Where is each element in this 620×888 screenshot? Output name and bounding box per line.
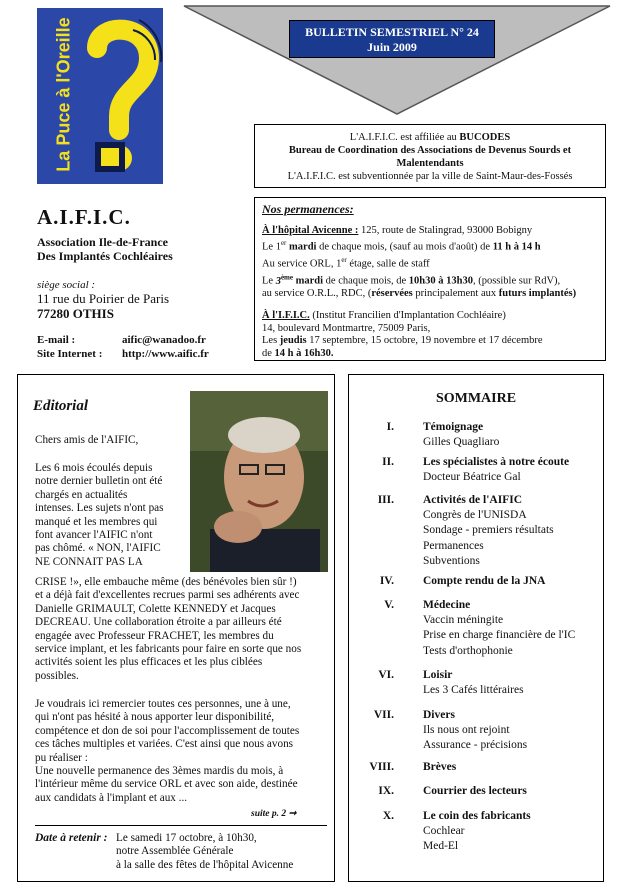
site-label: Site Internet :: [37, 348, 103, 360]
avicenne-line1: À l'hôpital Avicenne : 125, route de Stalingrad, 93000 Bobigny: [262, 224, 533, 236]
text-line: notre dernier bulletin ont été: [35, 475, 163, 488]
sommaire-subitem: Congrès de l'UNISDA: [423, 508, 527, 521]
org-name: Association Ile-de-France Des Implantés Cochléaires: [37, 235, 173, 263]
text-line: Une nouvelle permanence des 3èmes mardis du mois, à: [35, 765, 284, 777]
sommaire-item-title: Courrier des lecteurs: [423, 785, 527, 797]
text-line: possibles.: [35, 669, 79, 682]
sommaire-number: VI.: [378, 669, 394, 681]
suite-note: suite p. 2 ➞: [251, 809, 297, 819]
sommaire-number: I.: [386, 421, 394, 433]
sommaire-item-title: Activités de l'AIFIC: [423, 494, 523, 506]
sommaire-item-title: Brèves: [423, 761, 457, 773]
affiliation-box: [254, 124, 606, 188]
avicenne-line3: Au service ORL, 1er étage, salle de staff: [262, 256, 430, 270]
sommaire-subitem: Vaccin méningite: [423, 613, 504, 626]
text-line: font avancer l'AIFIC n'ont: [35, 529, 153, 541]
text-line: Je voudrais ici remercier toutes ces personnes, une à une,: [35, 698, 291, 710]
affiliation-line2: Bureau de Coordination des Associations de Devenus Sourds et: [288, 145, 572, 156]
sommaire-number: V.: [384, 599, 394, 611]
date-label: Date à retenir :: [35, 832, 108, 844]
text-line: activités soient les plus efficaces et les plus ciblées: [35, 656, 263, 669]
text-line: chargés en actualités: [35, 488, 128, 501]
text-line: Les 6 mois écoulés depuis: [35, 462, 153, 474]
bulletin-date: Juin 2009: [367, 40, 417, 54]
sommaire-number: III.: [377, 494, 394, 506]
sommaire-number: II.: [382, 456, 394, 468]
sommaire-number: VII.: [373, 709, 394, 721]
sommaire-subitem: Permanences: [423, 539, 484, 552]
text-line: pas chômé. « NON, l'AIFIC: [35, 542, 161, 555]
sommaire-subitem: Subventions: [423, 555, 480, 568]
author-photo: [190, 391, 328, 572]
email-label: E-mail :: [37, 334, 76, 346]
sommaire-subitem: Cochlear: [423, 824, 465, 837]
text-line: l'intérieur même du service ORL et avec son aide, destinée: [35, 778, 298, 791]
text-line: qui n'ont pas hésité à nous apporter leur disponibilité,: [35, 711, 275, 724]
org-title: A.I.F.I.C.: [37, 205, 131, 229]
ific-line1: À l'I.F.I.C. (Institut Francilien d'Implantation Cochléaire): [262, 310, 506, 322]
text-line: ces tâches multiples et variées. C'est ainsi que nous avons: [35, 738, 294, 751]
sommaire-number: IX.: [378, 785, 394, 797]
sommaire-box: [348, 374, 604, 882]
ific-line3: Les jeudis 17 septembre, 15 octobre, 19 novembre et 17 décembre: [262, 335, 543, 347]
text-line: service implant, et les fabricants pour faire en sorte que nos: [35, 643, 302, 655]
sommaire-subitem: Med-El: [423, 840, 459, 853]
editorial-title: Editorial: [33, 398, 89, 414]
bulletin-badge: [289, 20, 495, 58]
sommaire-item-title: Loisir: [423, 669, 453, 681]
text-line: CRISE !», elle embauche même (des bénévoles bien sûr !): [35, 576, 297, 588]
ific-line4: de 14 h à 16h30.: [262, 347, 334, 359]
avicenne-line4: Le 3ème mardi de chaque mois, de 10h30 à 13h30, (possible sur RdV),: [262, 273, 561, 287]
email-link[interactable]: aific@wanadoo.fr: [122, 334, 206, 346]
avicenne-line2: Le 1er mardi de chaque mois, (sauf au mois d'août) de 11 h à 14 h: [262, 239, 541, 253]
sommaire-subitem: Ils nous ont rejoint: [423, 723, 510, 736]
sommaire-subitem: Gilles Quagliaro: [423, 435, 500, 448]
text-line: compétence et don de soi pour l'accomplissement de toutes: [35, 724, 300, 737]
text-line: manqué et les membres qui: [35, 515, 158, 528]
address-street: 11 rue du Poirier de Paris: [37, 291, 170, 306]
text-line: à la salle des fêtes de l'hôpital Avicenne: [116, 858, 294, 871]
sommaire-number: IV.: [379, 575, 394, 587]
sommaire-subitem: Les 3 Cafés littéraires: [423, 683, 524, 696]
siege-label: siège social :: [37, 279, 96, 291]
affiliation-line1: L'A.I.F.I.C. est affiliée au BUCODES: [349, 132, 511, 143]
editorial-greeting: Chers amis de l'AIFIC,: [35, 434, 139, 446]
sommaire-subitem: Sondage - premiers résultats: [423, 524, 554, 537]
affiliation-line4: L'A.I.F.I.C. est subventionnée par la ville de Saint-Maur-des-Fossés: [287, 171, 573, 182]
affiliation-line3: Malentendants: [396, 158, 464, 169]
text-line: intenses. Les sujets n'ont pas: [35, 502, 164, 515]
divider: [35, 825, 327, 826]
sommaire-subitem: Prise en charge financière de l'IC: [423, 629, 576, 642]
sommaire-title: SOMMAIRE: [435, 391, 517, 406]
sommaire-subitem: Tests d'orthophonie: [423, 644, 513, 657]
avicenne-line5: au service O.R.L., RDC, (réservées principalement aux futurs implantés): [262, 288, 577, 300]
sommaire-item-title: Les spécialistes à notre écoute: [423, 456, 570, 468]
sommaire-number: X.: [382, 810, 394, 822]
sommaire-subitem: Assurance - précisions: [423, 739, 528, 752]
sommaire-item-title: Témoignage: [423, 421, 484, 433]
text-line: Le samedi 17 octobre, à 10h30,: [116, 832, 257, 844]
permanences-heading: Nos permanences:: [262, 202, 354, 216]
sommaire-item-title: Divers: [423, 709, 455, 721]
text-line: engagée avec Professeur FRACHET, les membres du: [35, 629, 274, 642]
sommaire-item-title: Compte rendu de la JNA: [423, 575, 546, 587]
text-line: aux candidats à l'implant et aux ...: [35, 791, 188, 804]
sommaire-number: VIII.: [369, 761, 394, 773]
text-line: notre Assemblée Générale: [116, 845, 234, 858]
site-link[interactable]: http://www.aific.fr: [122, 348, 209, 360]
address-city: 77280 OTHIS: [37, 306, 114, 321]
bulletin-number: BULLETIN SEMESTRIEL N° 24: [305, 25, 479, 39]
ific-line2: 14, boulevard Montmartre, 75009 Paris,: [262, 322, 431, 334]
sommaire-item-title: Le coin des fabricants: [423, 810, 531, 822]
text-line: DECREAU. Une collaboration étroite a par ailleurs été: [35, 616, 282, 629]
arrow-right-icon: ➞: [288, 809, 297, 819]
logo-text: La Puce à l'Oreille: [53, 17, 74, 172]
logo: [37, 8, 163, 184]
text-line: et a déjà fait d'excellentes recrues parmi ses adhérents avec: [35, 589, 300, 602]
text-line: pu réaliser :: [35, 751, 88, 764]
permanences-box: [254, 197, 606, 361]
sommaire-subitem: Docteur Béatrice Gal: [423, 470, 521, 483]
sommaire-item-title: Médecine: [423, 599, 471, 611]
text-line: Danielle GRIMAULT, Colette KENNEDY et Jacques: [35, 602, 276, 615]
text-line: NE CONNAIT PAS LA: [35, 555, 143, 568]
